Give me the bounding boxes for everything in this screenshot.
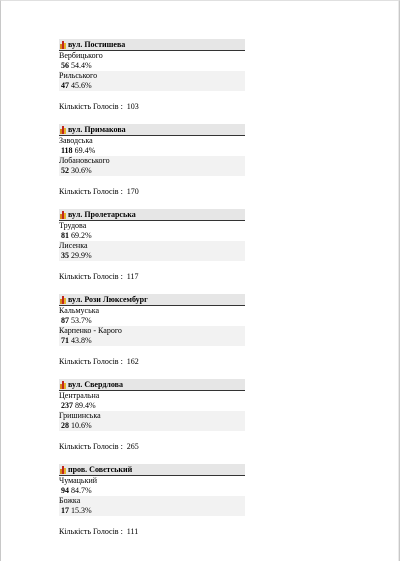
candidate-stats <box>59 336 245 346</box>
total-label: Кількість Голосів : <box>59 442 123 451</box>
street-header <box>59 209 245 221</box>
results-list <box>59 39 245 549</box>
candidate-name: Центральна <box>59 391 100 400</box>
candidate-votes: 52 <box>61 166 69 175</box>
total-votes <box>59 357 245 367</box>
candidate-name: Лисенка <box>59 241 88 250</box>
candidate-stats <box>59 61 245 71</box>
street-name: вул. Примакова <box>68 125 126 134</box>
street-header <box>59 379 245 391</box>
total-count: 103 <box>126 102 139 111</box>
candidate-votes: 81 <box>61 231 69 240</box>
candidate-stats <box>59 81 245 91</box>
street-name: пров. Совєтський <box>68 465 133 474</box>
candidate-votes: 87 <box>61 316 69 325</box>
candidate-row <box>59 391 245 411</box>
candidate-name: Вербицького <box>59 51 103 60</box>
candidate-row <box>59 326 245 346</box>
total-votes <box>59 527 245 537</box>
total-count: 162 <box>126 357 139 366</box>
street-header <box>59 464 245 476</box>
total-votes <box>59 187 245 197</box>
candidate-votes: 28 <box>61 421 69 430</box>
candidate-percent: 29.9% <box>71 251 92 260</box>
candidate-name: Трудова <box>59 221 87 230</box>
candidate-name: Лобановського <box>59 156 110 165</box>
candidate-votes: 35 <box>61 251 69 260</box>
candidate-votes: 94 <box>61 486 69 495</box>
candidate-row <box>59 306 245 326</box>
candidate-name: Гришинська <box>59 411 101 420</box>
total-votes <box>59 102 245 112</box>
street-block <box>59 209 245 282</box>
street-name: вул. Пролетарська <box>68 210 136 219</box>
candidate-votes: 118 <box>61 146 73 155</box>
total-count: 170 <box>126 187 139 196</box>
candidate-stats <box>59 506 245 516</box>
total-label: Кількість Голосів : <box>59 527 123 536</box>
candidate-percent: 43.8% <box>71 336 92 345</box>
candidate-stats <box>59 146 245 156</box>
bar-chart-icon <box>60 126 66 134</box>
candidate-votes: 71 <box>61 336 69 345</box>
total-votes <box>59 442 245 452</box>
total-count: 111 <box>126 527 139 536</box>
candidate-percent: 69.2% <box>71 231 92 240</box>
candidate-stats <box>59 316 245 326</box>
candidate-name: Карпенко - Карого <box>59 326 122 335</box>
candidate-name: Кальмуська <box>59 306 100 315</box>
candidate-percent: 69.4% <box>74 146 96 155</box>
street-header <box>59 124 245 136</box>
total-label: Кількість Голосів : <box>59 187 123 196</box>
candidate-name: Чумацький <box>59 476 98 485</box>
candidate-row <box>59 136 245 156</box>
street-name: вул. Свердлова <box>68 380 123 389</box>
candidate-name: Божка <box>59 496 81 505</box>
candidate-name: Заводська <box>59 136 93 145</box>
candidate-votes: 47 <box>61 81 69 90</box>
candidate-name: Рильського <box>59 71 98 80</box>
candidate-stats <box>59 251 245 261</box>
street-header <box>59 39 245 51</box>
bar-chart-icon <box>60 466 66 474</box>
total-votes <box>59 272 245 282</box>
candidate-percent: 30.6% <box>71 166 92 175</box>
bar-chart-icon <box>60 296 66 304</box>
bar-chart-icon <box>60 41 66 49</box>
candidate-row <box>59 411 245 431</box>
candidate-percent: 15.3% <box>71 506 92 515</box>
candidate-percent: 45.6% <box>71 81 92 90</box>
candidate-percent: 10.6% <box>71 421 92 430</box>
total-count: 117 <box>126 272 139 281</box>
street-block <box>59 464 245 537</box>
street-block <box>59 39 245 112</box>
total-count: 265 <box>126 442 139 451</box>
candidate-stats <box>59 486 245 496</box>
candidate-percent: 84.7% <box>71 486 92 495</box>
candidate-percent: 54.4% <box>71 61 92 70</box>
street-block <box>59 124 245 197</box>
candidate-stats <box>59 401 245 411</box>
street-block <box>59 379 245 452</box>
candidate-row <box>59 221 245 241</box>
candidate-row <box>59 51 245 71</box>
candidate-row <box>59 71 245 91</box>
total-label: Кількість Голосів : <box>59 102 123 111</box>
candidate-percent: 89.4% <box>75 401 96 410</box>
candidate-row <box>59 496 245 516</box>
candidate-stats <box>59 421 245 431</box>
candidate-row <box>59 476 245 496</box>
total-label: Кількість Голосів : <box>59 272 123 281</box>
candidate-row <box>59 156 245 176</box>
street-name: вул. Постишева <box>68 40 126 49</box>
candidate-votes: 56 <box>61 61 69 70</box>
bar-chart-icon <box>60 211 66 219</box>
total-label: Кількість Голосів : <box>59 357 123 366</box>
street-name: вул. Рози Люксембург <box>68 295 148 304</box>
street-header <box>59 294 245 306</box>
candidate-votes: 237 <box>61 401 73 410</box>
candidate-stats <box>59 166 245 176</box>
street-block <box>59 294 245 367</box>
candidate-row <box>59 241 245 261</box>
bar-chart-icon <box>60 381 66 389</box>
candidate-stats <box>59 231 245 241</box>
candidate-percent: 53.7% <box>71 316 92 325</box>
candidate-votes: 17 <box>61 506 69 515</box>
